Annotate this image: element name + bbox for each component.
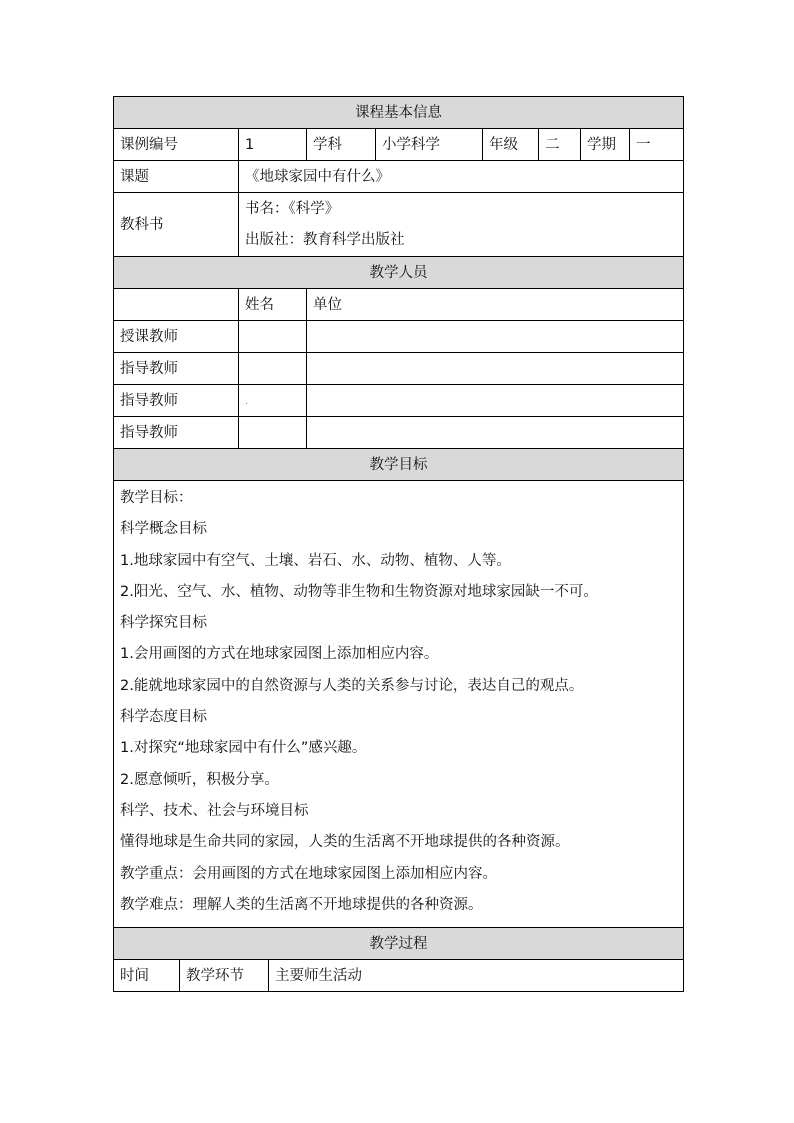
goals-header-row: [114, 449, 684, 481]
process-header-row: [114, 928, 684, 960]
staff-role: 指导教师: [114, 417, 239, 449]
staff-row: [114, 321, 684, 353]
staff-row: [114, 417, 684, 449]
goal-line: 1.对探究“地球家园中有什么”感兴趣。: [120, 740, 367, 757]
process-activity-header: 主要师生活动: [269, 960, 684, 992]
goal-line: 2.能就地球家园中的自然资源与人类的关系参与讨论，表达自己的观点。: [120, 677, 584, 694]
staff-name: [239, 417, 307, 449]
goal-line: 1.会用画图的方式在地球家园图上添加相应内容。: [120, 646, 439, 663]
basic-info-section-title: 课程基本信息: [114, 97, 684, 129]
goals-content: [114, 481, 684, 928]
topic-label: 课题: [114, 161, 239, 193]
goal-line: 教学难点：理解人类的生活离不开地球提供的各种资源。: [120, 896, 483, 913]
grade-value: 二: [539, 129, 581, 161]
staff-unit-header: 单位: [307, 289, 684, 321]
staff-unit: [307, 417, 684, 449]
staff-column-header-row: [114, 289, 684, 321]
term-label: 学期: [581, 129, 630, 161]
process-time-header: 时间: [114, 960, 180, 992]
staff-role: 指导教师: [114, 385, 239, 417]
staff-name: [239, 385, 307, 417]
goal-line: 教学重点：会用画图的方式在地球家园图上添加相应内容。: [120, 865, 497, 882]
textbook-name: 书名：《科学》: [245, 200, 340, 217]
basic-info-header-row: [114, 97, 684, 129]
goal-line: 1.地球家园中有空气、土壤、岩石、水、动物、植物、人等。: [120, 552, 511, 569]
topic-row: [114, 161, 684, 193]
process-column-header-row: [114, 960, 684, 992]
staff-unit: [307, 385, 684, 417]
staff-row: [114, 385, 684, 417]
goals-section-title: 教学目标: [114, 449, 684, 481]
staff-unit: [307, 353, 684, 385]
process-step-header: 教学环节: [180, 960, 269, 992]
lesson-plan-sheet: [113, 96, 683, 992]
lesson-info-table: [113, 96, 684, 960]
staff-row: [114, 353, 684, 385]
process-section-title: 教学过程: [114, 928, 684, 960]
goal-line: 2.阳光、空气、水、植物、动物等非生物和生物资源对地球家园缺一不可。: [120, 583, 598, 600]
goal-line: 科学、技术、社会与环境目标: [120, 802, 309, 819]
staff-role: 授课教师: [114, 321, 239, 353]
process-table: [113, 959, 684, 992]
staff-unit: [307, 321, 684, 353]
textbook-details: [239, 193, 684, 257]
staff-name-header: 姓名: [239, 289, 307, 321]
goals-body-row: [114, 481, 684, 928]
staff-name: [239, 353, 307, 385]
subject-label: 学科: [307, 129, 376, 161]
case-no-value: 1: [239, 129, 307, 161]
textbook-label: 教科书: [114, 193, 239, 257]
goal-line: 2.愿意倾听，积极分享。: [120, 771, 279, 788]
course-meta-row: [114, 129, 684, 161]
goal-line: 科学概念目标: [120, 521, 207, 538]
grade-label: 年级: [483, 129, 539, 161]
staff-section-title: 教学人员: [114, 257, 684, 289]
staff-name: [239, 321, 307, 353]
case-no-label: 课例编号: [114, 129, 239, 161]
staff-role-header: [114, 289, 239, 321]
goal-line: 懂得地球是生命共同的家园，人类的生活离不开地球提供的各种资源。: [120, 834, 570, 851]
textbook-row: [114, 193, 684, 257]
textbook-publisher: 出版社：教育科学出版社: [245, 231, 405, 248]
term-value: 一: [630, 129, 684, 161]
staff-role: 指导教师: [114, 353, 239, 385]
stray-dot-mark: .: [245, 395, 249, 407]
goal-line: 科学态度目标: [120, 709, 207, 726]
subject-value: 小学科学: [376, 129, 483, 161]
staff-header-row: [114, 257, 684, 289]
goal-line: 科学探究目标: [120, 615, 207, 632]
topic-value: 《地球家园中有什么》: [239, 161, 684, 193]
goal-line: 教学目标：: [120, 490, 193, 506]
